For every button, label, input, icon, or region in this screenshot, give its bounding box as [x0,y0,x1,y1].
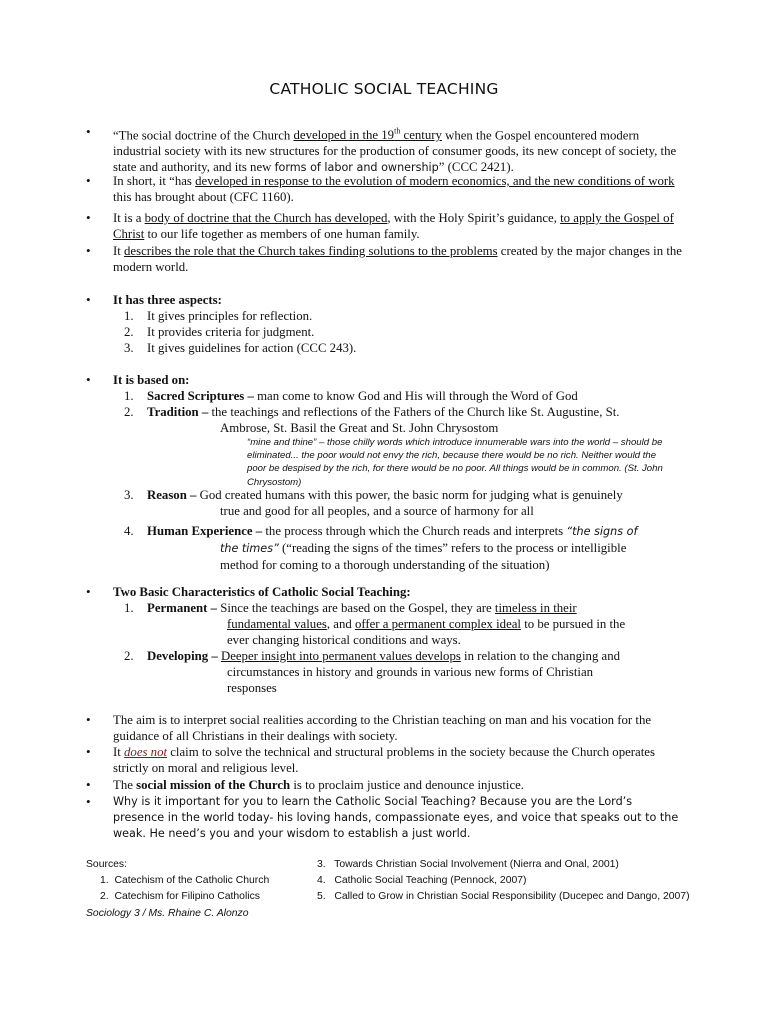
bullet-paragraph-doctrine: • “The social doctrine of the Church developed in the 19th century when the Gospel encountered modern industrial society with its new structures for the production of consumer goods, its new concept of society, the state and authority, and its new forms of labor and ownership” (CCC 2421). [86,124,677,175]
list-item-reason: 3. Reason – God created humans with this power, the basic norm for judging what is genuinely true and good for all peoples, and a source of harmony for all [124,488,623,518]
sources-left [86,857,316,905]
list-item: 2. It provides criteria for judgment. [124,325,315,339]
source-item: 1. Catechism of the Catholic Church [100,875,270,886]
bullet-icon: • [86,777,91,792]
bullet-icon: • [86,712,91,727]
bullet-icon: • [86,292,91,307]
characteristics-heading: • Two Basic Characteristics of Catholic Social Teaching: [86,584,411,599]
bullet-icon: • [86,210,91,225]
chrysostom-quote: “mine and thine” – those chilly words which introduce innumerable wars into the world – should be eliminated... the poor would not envy the rich, because there would be no rich. Neither would the poor be despised by the rich, for there would be no poor. All things would be in common. (St. John Chrysostom) [247,437,663,488]
list-item-developing: 2. Developing – Deeper insight into permanent values develops in relation to the changing and circumstances in history and grounds in various new forms of Christian responses [124,649,621,695]
based-on-list-continued [107,487,677,573]
source-item: 4. Catholic Social Teaching (Pennock, 2007) [317,875,527,886]
bullet-paragraph-why-learn: • Why is it important for you to learn the Catholic Social Teaching? Because you are the Lord’s presence in the world today- his loving hands, compassionate eyes, and voice that speaks out to the weak. He need’s you and your wisdom to establish a just world. [86,794,679,840]
based-on-heading: • It is based on: [86,372,190,387]
list-item-sacred-scriptures: 1. Sacred Scriptures – man come to know God and His will through the Word of God [124,389,578,403]
bullet-paragraph-does-not: • It does not claim to solve the technical and structural problems in the society because the Church operates strictly on moral and religious level. [86,744,655,775]
page-footer: Sociology 3 / Ms. Rhaine C. Alonzo [86,908,249,919]
bullet-paragraph-body-of-doctrine: • It is a body of doctrine that the Church has developed, with the Holy Spirit’s guidance, to apply the Gospel of Christ to our life together as members of one human family. [86,210,674,241]
sources-label: Sources: [86,859,128,870]
source-item: 5. Called to Grow in Christian Social Responsibility (Ducepec and Dango, 2007) [317,891,690,902]
based-on-list [107,388,677,436]
page-title: CATHOLIC SOCIAL TEACHING [269,80,499,98]
source-item: 2. Catechism for Filipino Catholics [100,891,260,902]
aspects-list [107,308,677,356]
bullet-icon: • [86,584,91,599]
sources-right [317,857,757,905]
bullet-icon: • [86,124,91,139]
bullet-paragraph-aim: • The aim is to interpret social realities according to the Christian teaching on man and his vocation for the guidance of all Christians in their dealings with society. [86,712,652,743]
list-item: 1. It gives principles for reflection. [124,309,313,323]
bullet-icon: • [86,794,91,809]
list-item-tradition: 2. Tradition – the teachings and reflections of the Fathers of the Church like St. Augustine, St. Ambrose, St. Basil the Great and St. John Chrysostom [124,405,620,435]
characteristics-list [107,600,677,696]
bullet-icon: • [86,243,91,258]
bullet-icon: • [86,744,91,759]
list-item: 3. It gives guidelines for action (CCC 243). [124,341,357,355]
bullet-paragraph-role: • It describes the role that the Church takes finding solutions to the problems created by the major changes in the modern world. [86,243,682,274]
bullet-icon: • [86,173,91,188]
list-item-human-experience: 4. Human Experience – the process through which the Church reads and interprets “the signs of the times” (“reading the signs of the times” refers to the process or intelligible method for coming to a thorough understanding of the situation) [124,524,638,572]
list-item-permanent: 1. Permanent – Since the teachings are based on the Gospel, they are timeless in their fundamental values, and offer a permanent complex ideal to be pursued in the ever changing historical conditions and ways. [124,601,626,647]
bullet-paragraph-social-mission: • The social mission of the Church is to proclaim justice and denounce injustice. [86,777,525,792]
source-item: 3. Towards Christian Social Involvement (Nierra and Onal, 2001) [317,859,619,870]
aspects-heading: • It has three aspects: [86,292,222,307]
bullet-icon: • [86,372,91,387]
bullet-paragraph-evolution: • In short, it “has developed in response to the evolution of modern economics, and the new conditions of work this has brought about (CFC 1160). [86,173,675,204]
